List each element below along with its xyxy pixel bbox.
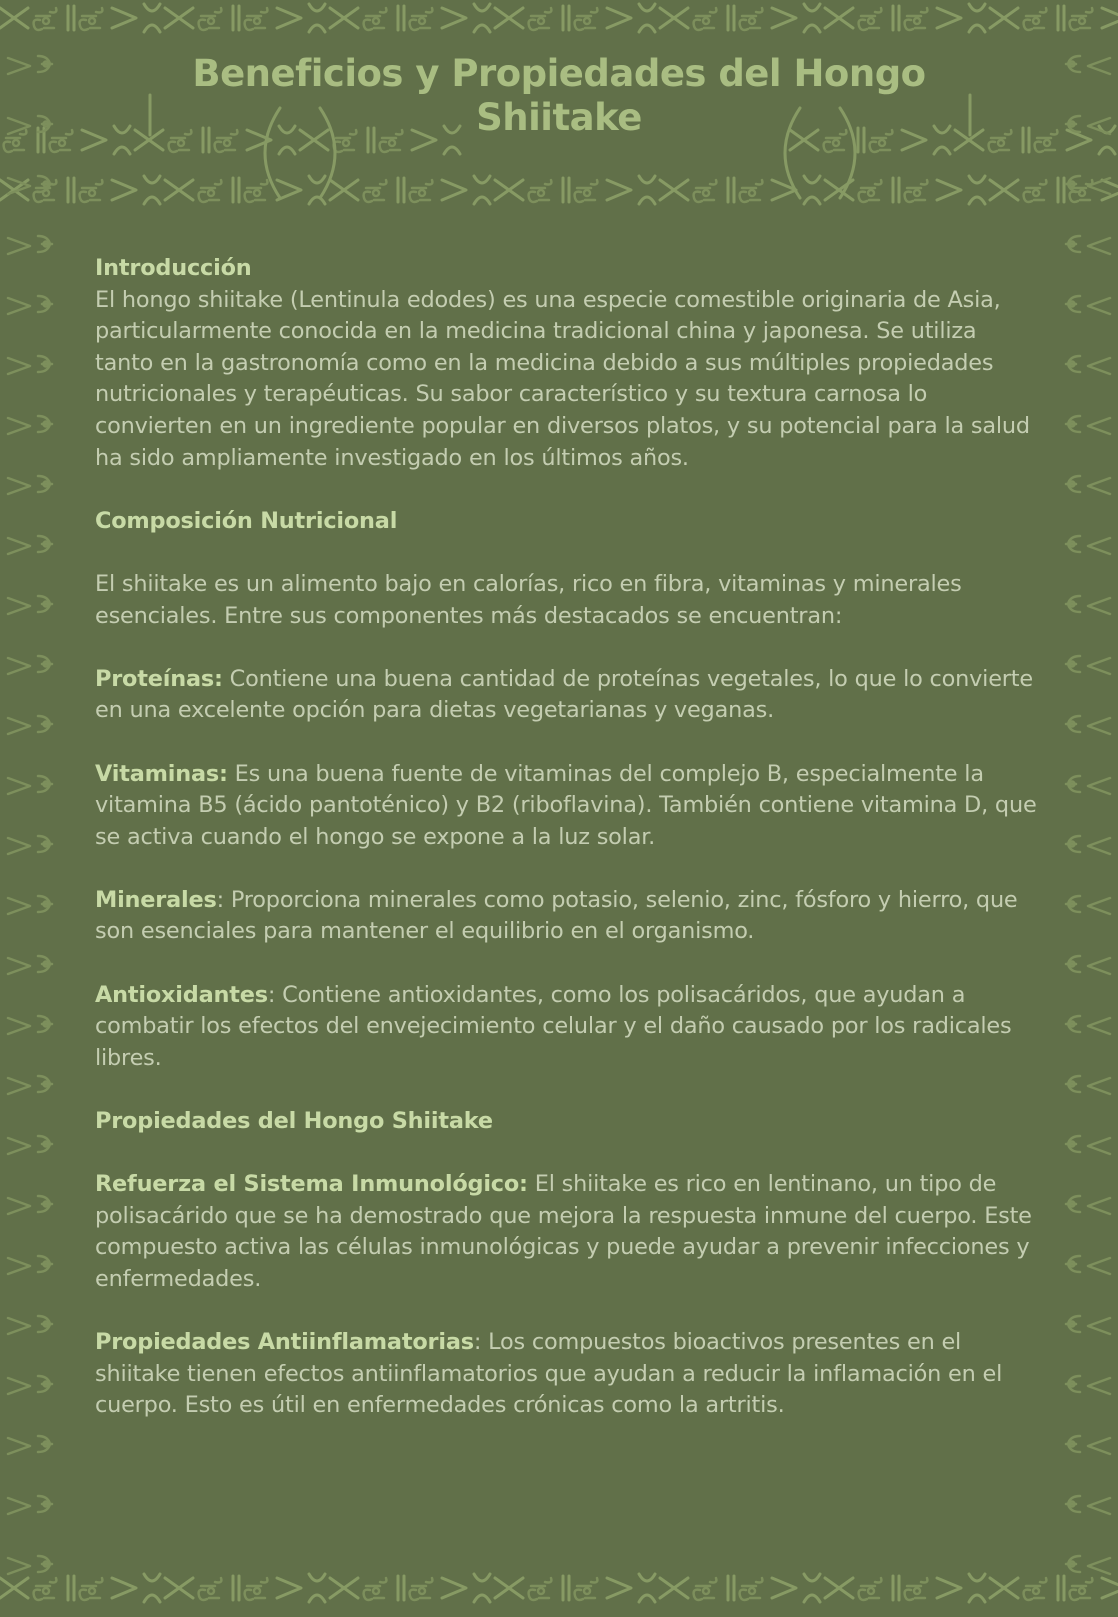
spacer: [95, 537, 1040, 569]
spacer: [95, 727, 1040, 759]
spacer: [95, 948, 1040, 980]
nutrient-vitamins: [95, 759, 1040, 854]
property-text: : Los compuestos bioactivos presentes en el shiitake tienen efectos antiinflamatorios que ayudan a reducir la inflamación en el cuerpo. Esto es útil en enfermedades crónicas como la artritis.: [95, 1329, 1003, 1419]
nutrient-term: Antioxidantes: [95, 981, 268, 1008]
nutrient-text: Contiene una buena cantidad de proteínas vegetales, lo que lo convierte en una excelente opción para dietas vegetarianas y veganas.: [95, 665, 1033, 724]
spacer: [95, 632, 1040, 664]
article-body: [95, 253, 1040, 1422]
nutrient-text: : Proporciona minerales como potasio, selenio, zinc, fósforo y hierro, que son esenciales para mantener el equilibrio en el organismo.: [95, 886, 1018, 945]
nutrient-minerals: [95, 885, 1040, 948]
spacer: [95, 853, 1040, 885]
spacer: [95, 474, 1040, 506]
nutrient-term: Minerales: [95, 886, 217, 913]
nutrient-text: Es una buena fuente de vitaminas del complejo B, especialmente la vitamina B5 (ácido pantoténico) y B2 (riboflavina). También contiene vitamina D, que se activa cuando el hongo se expone a la luz solar.: [95, 760, 1037, 850]
spacer: [95, 1074, 1040, 1106]
property-immune: [95, 1169, 1040, 1295]
nutrient-term: Proteínas:: [95, 665, 223, 692]
nutrient-proteins: [95, 664, 1040, 727]
nutrient-antioxidants: [95, 980, 1040, 1075]
property-text: El shiitake es rico en lentinano, un tipo de polisacárido que se ha demostrado que mejora la respuesta inmune del cuerpo. Este compuesto activa las células inmunológicas y puede ayudar a prevenir infecciones y enfermedades.: [95, 1171, 1032, 1292]
property-term: Refuerza el Sistema Inmunológico:: [95, 1171, 528, 1198]
nutrition-intro: El shiitake es un alimento bajo en calorías, rico en fibra, vitaminas y minerales esenciales. Entre sus componentes más destacados se encuentran:: [95, 570, 962, 629]
intro-paragraph: El hongo shiitake (Lentinula edodes) es una especie comestible originaria de Asia, particularmente conocida en la medicina tradicional china y japonesa. Se utiliza tanto en la gastronomía como en la medicina debido a sus múltiples propiedades nutricionales y terapéuticas. Su sabor característico y su textura carnosa lo convierten en un ingrediente popular en diversos platos, y su potencial para la salud ha sido ampliamente investigado en los últimos años.: [95, 286, 1030, 471]
intro-heading: Introducción: [95, 255, 252, 281]
spacer: [95, 1138, 1040, 1170]
page-title: Beneficios y Propiedades del Hongo Shiitake: [192, 52, 926, 139]
property-antiinflammatory: [95, 1327, 1040, 1422]
properties-heading: Propiedades del Hongo Shiitake: [95, 1108, 493, 1135]
spacer: [95, 1296, 1040, 1328]
property-term: Propiedades Antiinflamatorias: [95, 1329, 474, 1356]
nutrient-term: Vitaminas:: [95, 760, 228, 787]
nutrient-text: : Contiene antioxidantes, como los polisacáridos, que ayudan a combatir los efectos del envejecimiento celular y el daño causado por los radicales libres.: [95, 981, 1012, 1071]
nutrition-heading: Composición Nutricional: [95, 507, 398, 534]
